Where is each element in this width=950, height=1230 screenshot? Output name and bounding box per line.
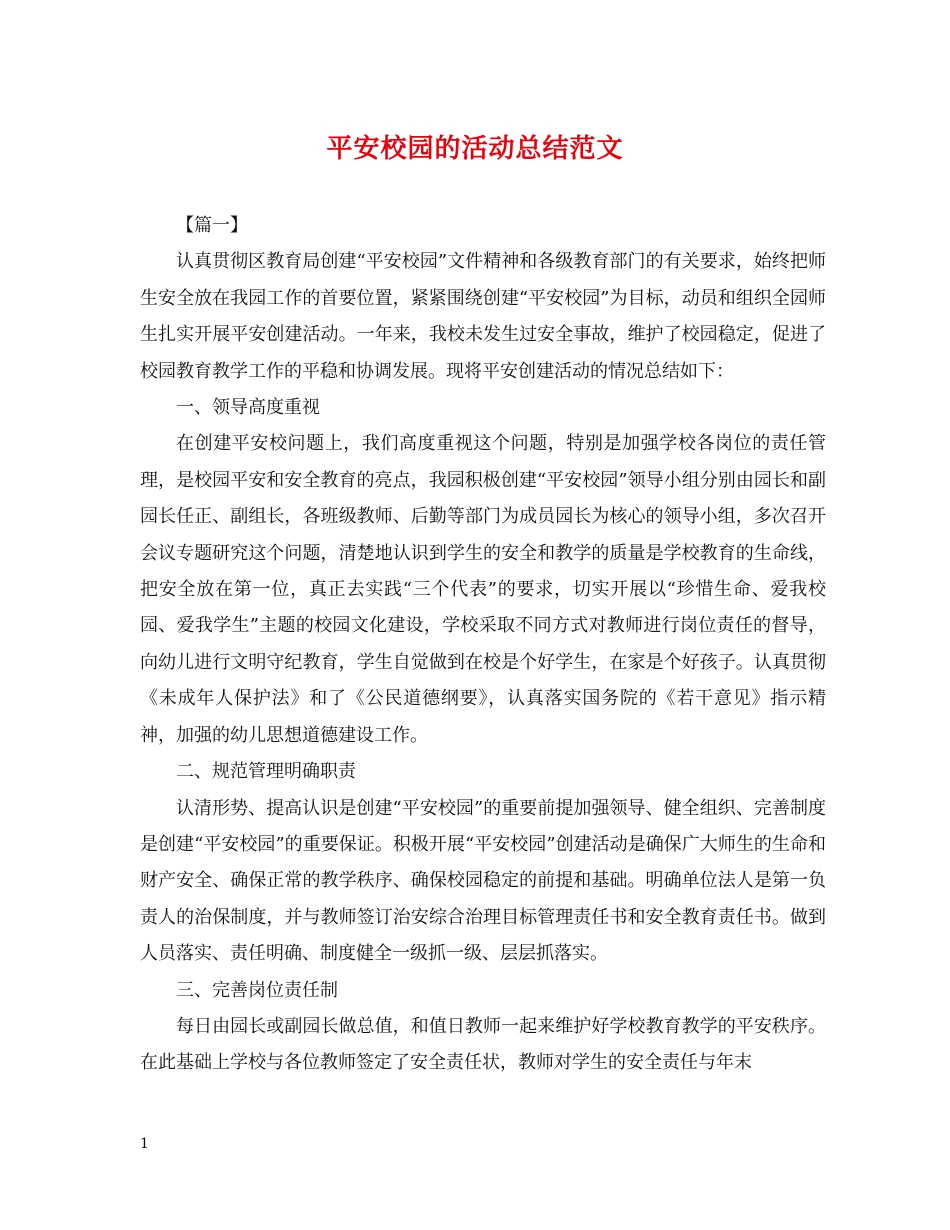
page-number: 1 (140, 1136, 149, 1152)
section-label: 【篇一】 (176, 215, 248, 236)
section-1-paragraph: 在创建平安校问题上，我们高度重视这个问题，特别是加强学校各岗位的责任管理，是校园平安和安全教育的亮点，我园积极创建“平安校园”领导小组分别由园长和副园长任正、副组长，各班级教师、后勤等部门为成员园长为核心的领导小组，多次召开会议专题研究这个问题，清楚地认识到学生的安全和教学的质量是学校教育的生命线，把安全放在第一位，真正去实践“三个代表”的要求，切实开展以“珍惜生命、爱我校园、爱我学生”主题的校园文化建设，学校采取不同方式对教师进行岗位责任的督导，向幼儿进行文明守纪教育，学生自觉做到在校是个好学生，在家是个好孩子。认真贯彻《未成年人保护法》和了《公民道德纲要》，认真落实国务院的《若干意见》指示精神，加强的幼儿思想道德建设工作。 (140, 433, 826, 746)
intro-paragraph: 认真贯彻区教育局创建“平安校园”文件精神和各级教育部门的有关要求，始终把师生安全放在我园工作的首要位置，紧紧围绕创建“平安校园”为目标，动员和组织全园师生扎实开展平安创建活动。一年来，我校未发生过安全事故，维护了校园稳定，促进了校园教育教学工作的平稳和协调发展。现将平安创建活动的情况总结如下： (140, 251, 826, 382)
document-title: 平安校园的活动总结范文 (326, 134, 624, 164)
section-2-paragraph: 认清形势、提高认识是创建“平安校园”的重要前提加强领导、健全组织、完善制度是创建“平安校园”的重要保证。积极开展“平安校园”创建活动是确保广大师生的生命和财产安全、确保正常的教学秩序、确保校园稳定的前提和基础。明确单位法人是第一负责人的治保制度，并与教师签订治安综合治理目标管理责任书和安全教育责任书。做到人员落实、责任明确、制度健全一级抓一级、层层抓落实。 (140, 797, 826, 965)
section-heading-2: 二、规范管理明确职责 (176, 761, 356, 783)
document-body (140, 208, 826, 1082)
section-3-paragraph: 每日由园长或副园长做总值，和值日教师一起来维护好学校教育教学的平安秩序。在此基础上学校与各位教师签定了安全责任状，教师对学生的安全责任与年末 (140, 1015, 826, 1074)
section-heading-1: 一、领导高度重视 (176, 397, 320, 419)
section-heading-3: 三、完善岗位责任制 (176, 979, 338, 1001)
